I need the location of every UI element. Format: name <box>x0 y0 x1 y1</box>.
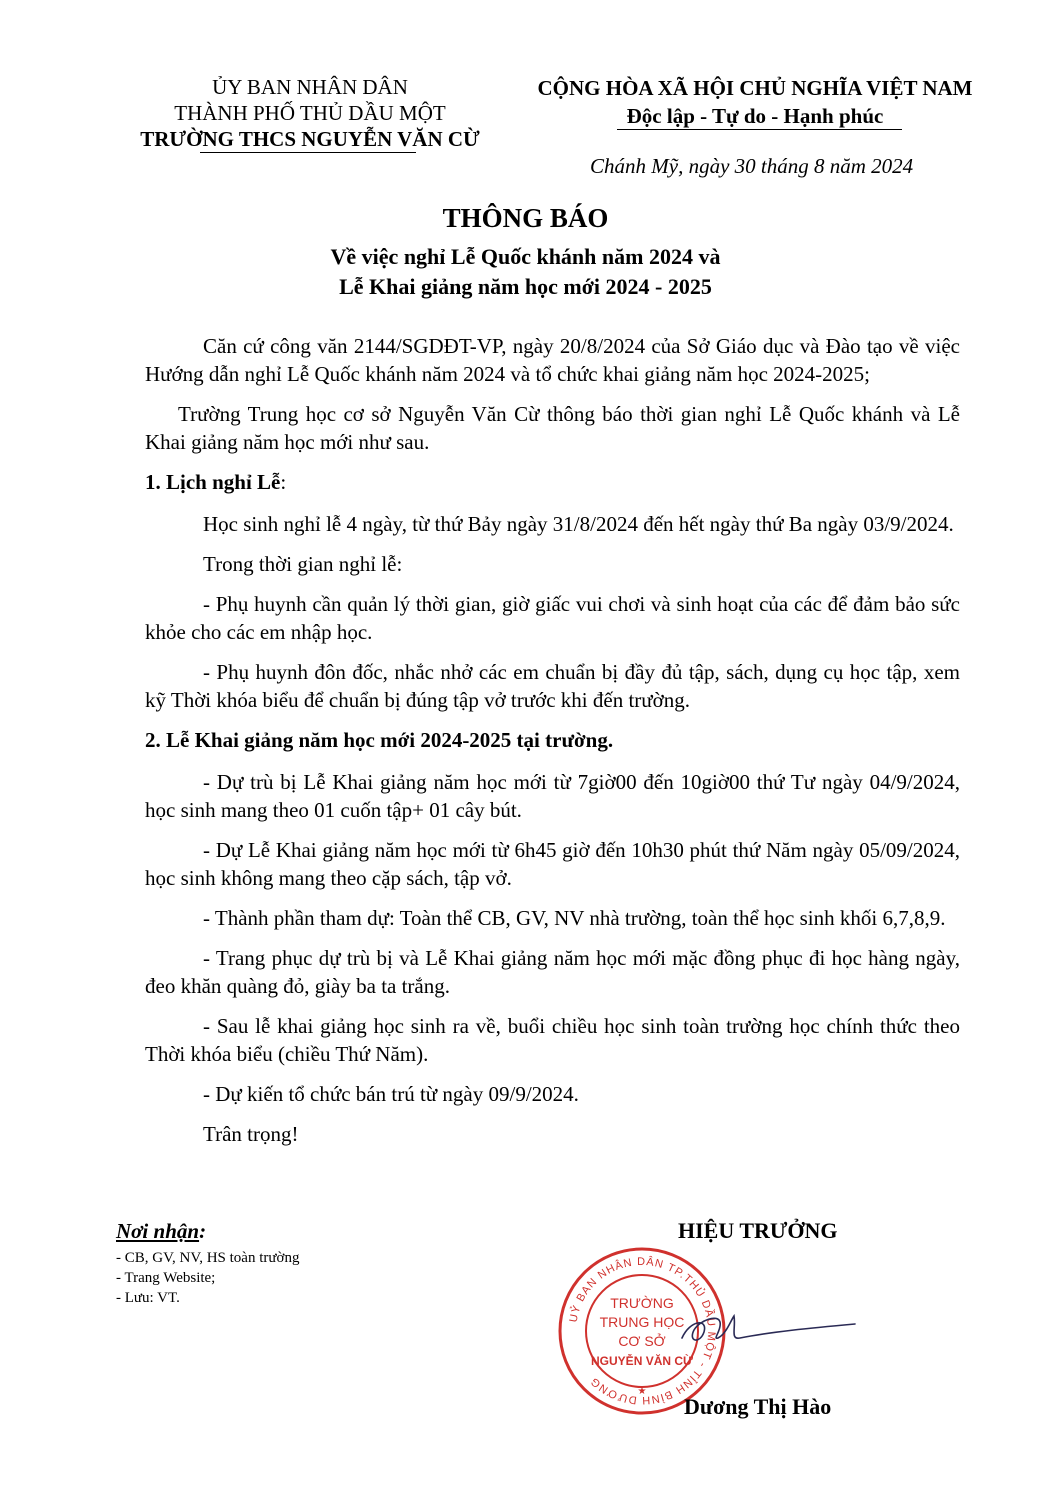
signer-name: Dương Thị Hào <box>684 1394 832 1419</box>
seal-line-3: CƠ SỞ <box>618 1333 666 1349</box>
document-title: THÔNG BÁO <box>442 203 609 233</box>
section-2-paragraph-2: - Dự Lễ Khai giảng năm học mới từ 6h45 giờ đến 10h30 phút thứ Năm ngày 05/09/2024, học sinh không mang theo cặp sách, tập vở. <box>145 838 960 890</box>
recipient-item: - Trang Website; <box>116 1270 216 1286</box>
section-1-colon: : <box>280 470 287 494</box>
seal-line-1: TRƯỜNG <box>610 1295 674 1311</box>
recipient-item: - CB, GV, NV, HS toàn trường <box>116 1250 300 1266</box>
section-2-heading: 2. Lễ Khai giảng năm học mới 2024-2025 tại trường. <box>145 728 614 752</box>
section-2-paragraph-5: - Sau lễ khai giảng học sinh ra về, buổi chiều học sinh toàn trường học chính thức theo Thời khóa biểu (chiều Thứ Năm). <box>145 1014 960 1066</box>
section-1-paragraph-1: Học sinh nghỉ lễ 4 ngày, từ thứ Bảy ngày 31/8/2024 đến hết ngày thứ Ba ngày 03/9/2024. <box>203 512 954 536</box>
section-1-heading <box>145 468 960 496</box>
seal-line-4: NGUYỄN VĂN CỪ <box>591 1354 693 1368</box>
section-2-paragraph-6: - Dự kiến tổ chức bán trú từ ngày 09/9/2024. <box>203 1082 579 1106</box>
section-1-paragraph-2: Trong thời gian nghỉ lễ: <box>203 552 403 576</box>
issuer-underline <box>200 152 416 153</box>
section-1-paragraph-4: - Phụ huynh đôn đốc, nhắc nhở các em chuẩn bị đầy đủ tập, sách, dụng cụ học tập, xem kỹ Thời khóa biểu để chuẩn bị đúng tập vở trước khi đến trường. <box>145 660 960 712</box>
national-title: CỘNG HÒA XÃ HỘI CHỦ NGHĨA VIỆT NAM <box>537 76 973 100</box>
section-2-paragraph-4: - Trang phục dự trù bị và Lễ Khai giảng năm học mới mặc đồng phục đi học hàng ngày, đeo khăn quàng đỏ, giày ba ta trắng. <box>145 946 960 998</box>
section-1-title: 1. Lịch nghỉ Lễ <box>145 470 281 494</box>
section-2-paragraph-3: - Thành phần tham dự: Toàn thể CB, GV, NV nhà trường, toàn thể học sinh khối 6,7,8,9. <box>203 906 946 930</box>
recipients-heading <box>116 1219 206 1244</box>
subtitle-line-1: Về việc nghỉ Lễ Quốc khánh năm 2024 và <box>330 244 721 269</box>
paragraph-basis: Căn cứ công văn 2144/SGDĐT-VP, ngày 20/8/2024 của Sở Giáo dục và Đào tạo về việc Hướng dẫn nghỉ Lễ Quốc khánh năm 2024 và tổ chức khai giảng năm học 2024-2025; <box>145 334 960 386</box>
document-body <box>145 332 960 1160</box>
section-2-paragraph-1: - Dự trù bị Lễ Khai giảng năm học mới từ 7giờ00 đến 10giờ00 thứ Tư ngày 04/9/2024, học sinh mang theo 01 cuốn tập+ 01 cây bút. <box>145 770 960 822</box>
signer-position: HIỆU TRƯỞNG <box>678 1218 838 1243</box>
recipients-list <box>116 1248 299 1308</box>
paragraph-announcement: Trường Trung học cơ sở Nguyễn Văn Cừ thông báo thời gian nghỉ Lễ Quốc khánh và Lễ Khai giảng năm học mới như sau. <box>145 402 960 454</box>
issuer-line-2: THÀNH PHỐ THỦ DẦU MỘT <box>174 101 446 125</box>
issuer-school: TRƯỜNG THCS NGUYỄN VĂN CỪ <box>140 127 480 151</box>
motto-underline <box>617 129 902 130</box>
document-date: Chánh Mỹ, ngày 30 tháng 8 năm 2024 <box>590 154 914 178</box>
national-motto: Độc lập - Tự do - Hạnh phúc <box>626 104 884 128</box>
section-1-paragraph-3: - Phụ huynh cần quản lý thời gian, giờ giấc vui chơi và sinh hoạt của các để đảm bảo sức khỏe cho các em nhập học. <box>145 592 960 644</box>
issuer-block <box>95 74 525 152</box>
seal-ring-text: UỶ BAN NHÂN DÂN TP.THỦ DẦU MỘT - TỈNH BÌNH DƯƠNG <box>567 1255 718 1407</box>
seal-star-icon: ★ <box>637 1386 647 1397</box>
recipients-label: Nơi nhận <box>116 1219 200 1243</box>
recipient-item: - Lưu: VT. <box>116 1290 180 1306</box>
seal-line-2: TRUNG HỌC <box>599 1314 685 1330</box>
national-motto-block <box>500 74 1010 130</box>
document-subtitle <box>0 242 1051 302</box>
handwritten-signature <box>660 1300 860 1360</box>
subtitle-line-2: Lễ Khai giảng năm học mới 2024 - 2025 <box>339 274 712 299</box>
recipients-colon: : <box>199 1219 207 1243</box>
issuer-line-1: ỦY BAN NHÂN DÂN <box>212 75 408 99</box>
closing-line: Trân trọng! <box>203 1122 299 1146</box>
